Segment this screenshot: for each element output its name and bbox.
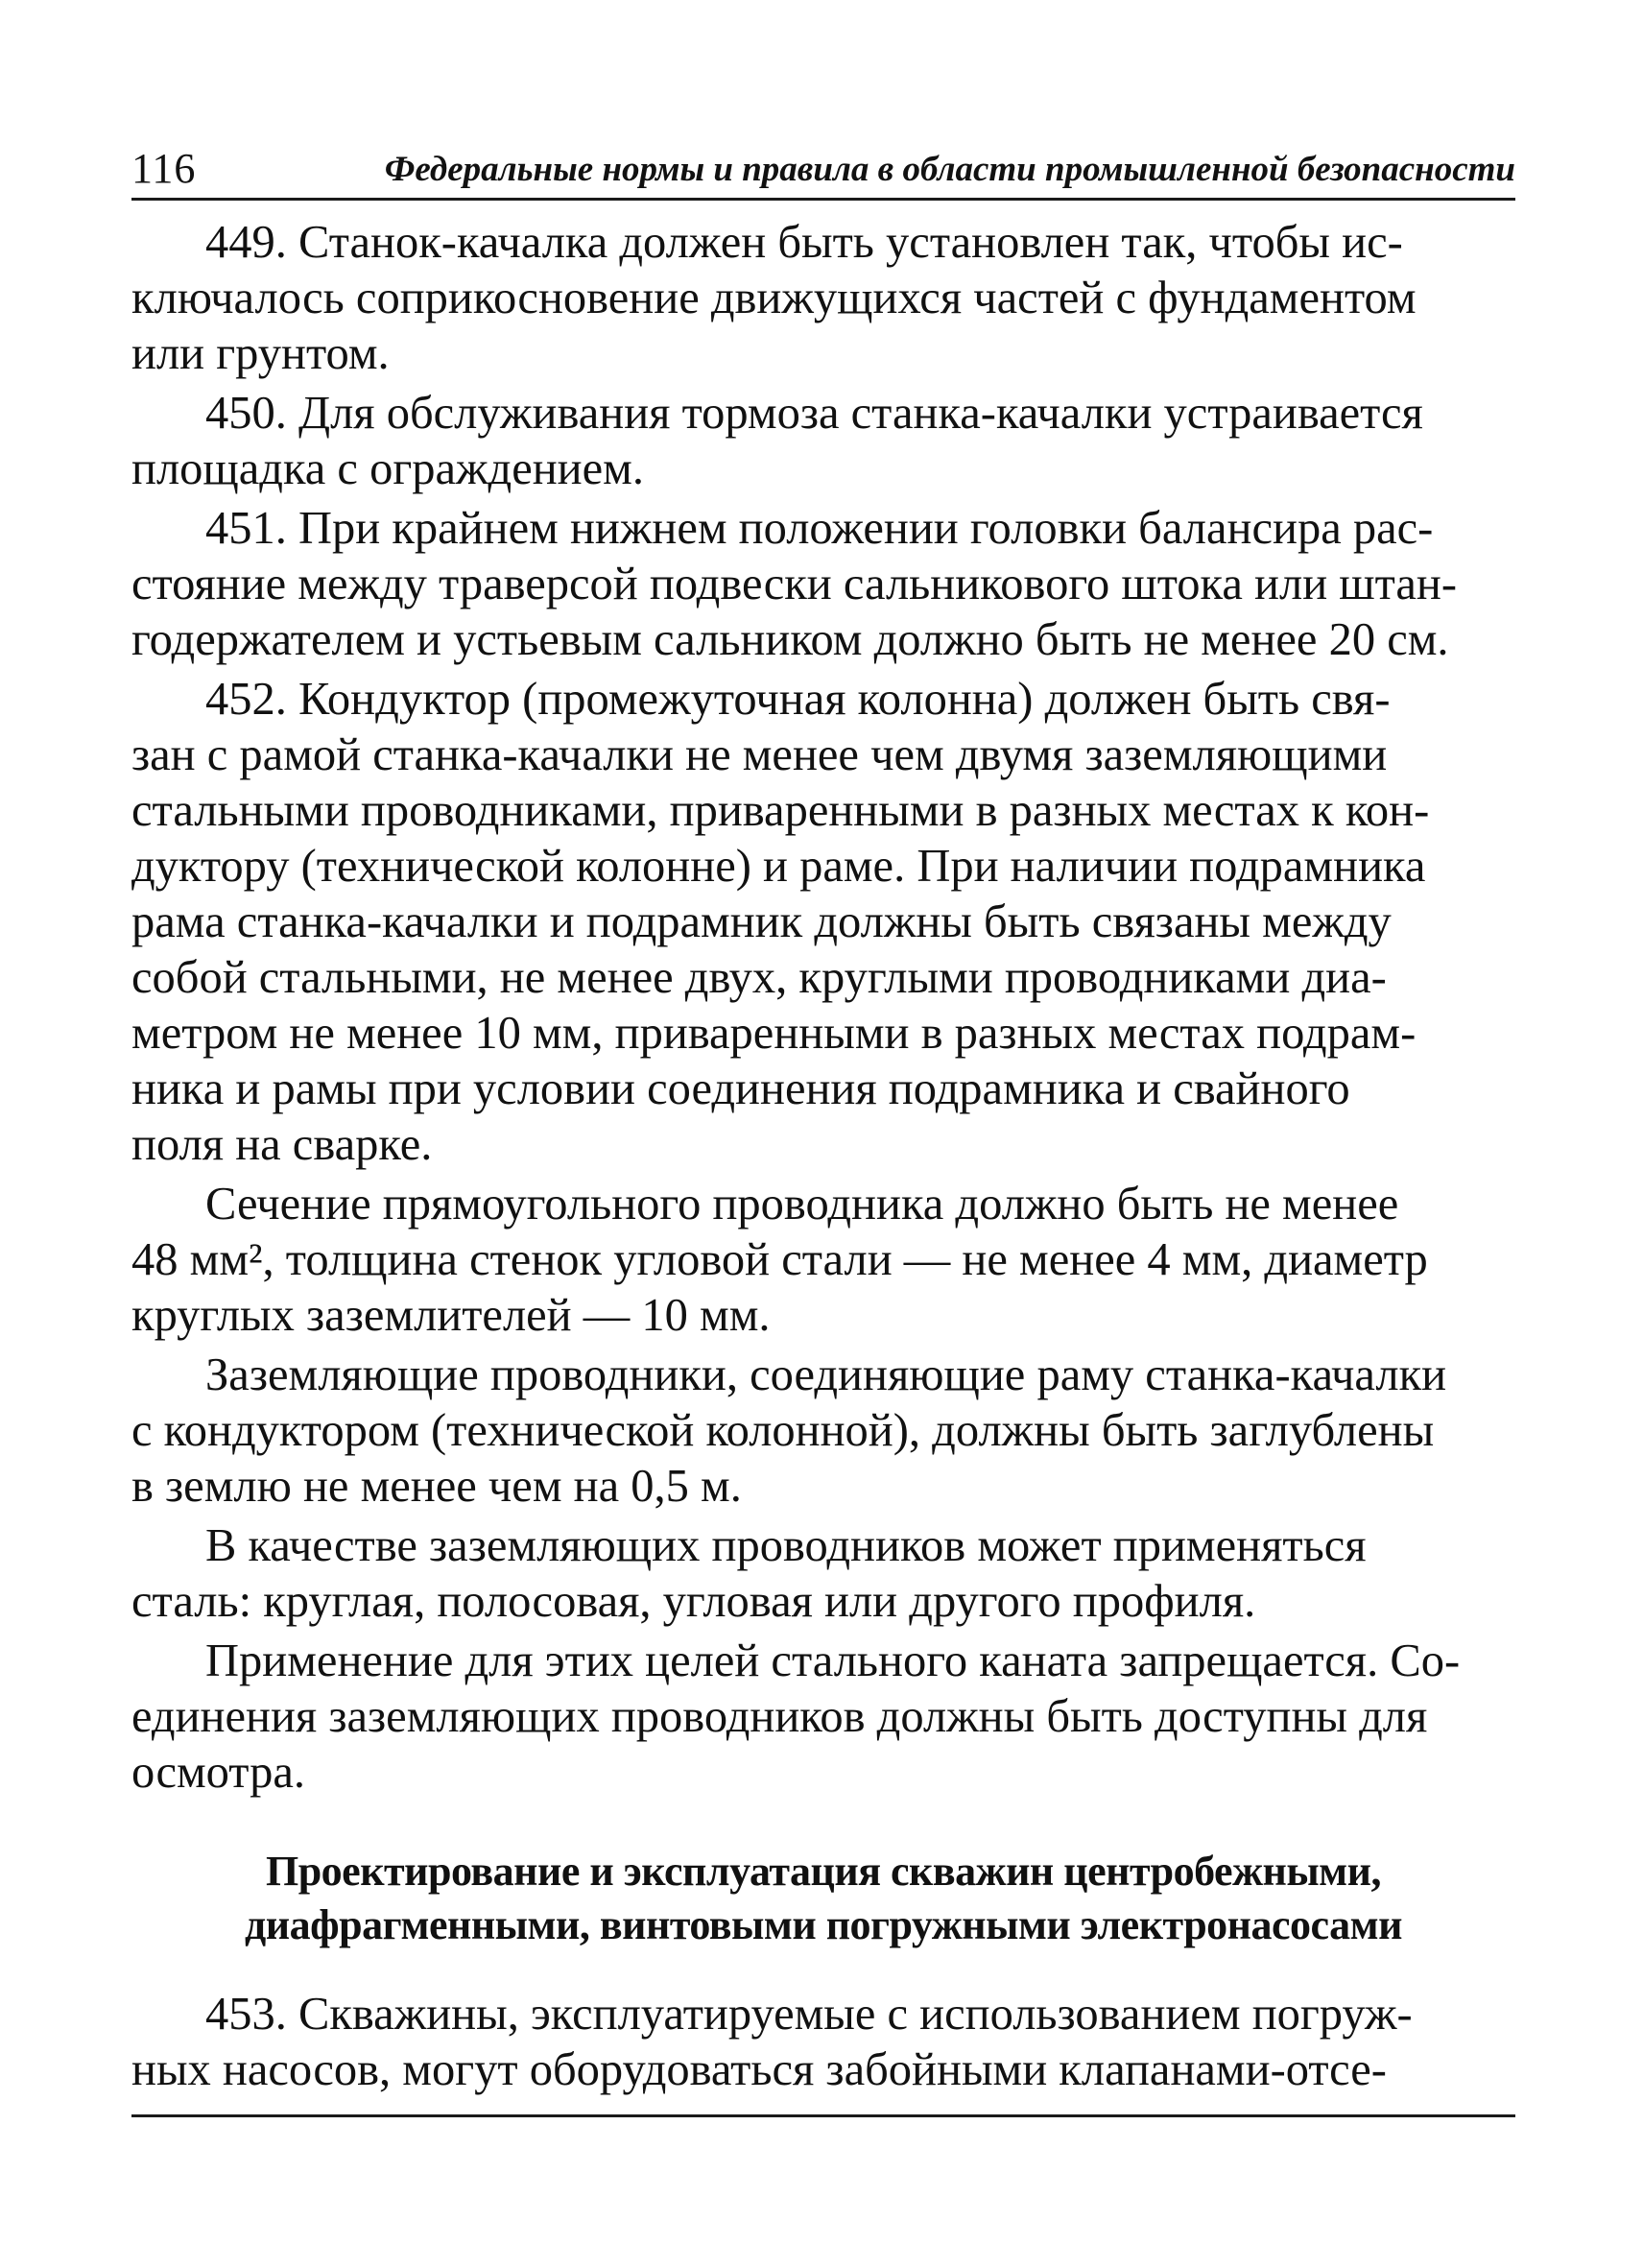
paragraph-452: 452. Кондуктор (промежуточная колонна) должен быть свя- зан с рамой станка-качалки не менее чем двумя заземляющими стальными проводниками, приваренными в разных местах к кон- дуктору (технической колонне) и раме. При наличии подрамника рама станка-качалки и подрамник должны быть связаны между собой стальными, не менее двух, круглыми проводниками диа- метром не менее 10 мм, приваренными в разных местах подрам- ника и рамы при условии соединения подрамника и свайного поля на сварке. (131, 674, 1430, 1170)
paragraph-steel-rope-ban: Применение для этих целей стального каната запрещается. Со- единения заземляющих проводников должны быть доступны для осмотра. (131, 1635, 1461, 1798)
section-heading: Проектирование и эксплуатация скважин центробежными, диафрагменными, винтовыми погружными электронасосами (245, 1848, 1402, 1948)
paragraph-450: 450. Для обслуживания тормоза станка-качалки устраивается площадка с ограждением. (131, 388, 1423, 494)
paragraph-453: 453. Скважины, эксплуатируемые с использованием погруж- ных насосов, могут оборудоваться забойными клапанами-отсе- (131, 1989, 1413, 2095)
paragraph-grounding-depth: Заземляющие проводники, соединяющие раму станка-качалки с кондуктором (технической колонной), должны быть заглублены в землю не менее чем на 0,5 м. (131, 1349, 1447, 1512)
page-number: 116 (131, 145, 197, 192)
footer-rule (131, 2114, 1515, 2117)
paragraph-grounding-steel: В качестве заземляющих проводников может применяться сталь: круглая, полосовая, угловая или другого профиля. (131, 1520, 1367, 1627)
paragraph-conductor-section: Сечение прямоугольного проводника должно быть не менее 48 мм², толщина стенок угловой стали — не менее 4 мм, диаметр круглых заземлителей — 10 мм. (131, 1179, 1428, 1341)
running-header (131, 144, 1515, 201)
paragraph-451: 451. При крайнем нижнем положении головки балансира рас- стояние между траверсой подвески сальникового штока или штан- годержателем и устьевым сальником должно быть не менее 20 см. (131, 503, 1458, 665)
body-text (131, 215, 1515, 2102)
paragraph-449: 449. Станок-качалка должен быть установлен так, чтобы ис- ключалось соприкосновение движущихся частей с фундаментом или грунтом. (131, 217, 1417, 379)
running-header-title: Федеральные нормы и правила в области промышленной безопасности (384, 150, 1515, 189)
